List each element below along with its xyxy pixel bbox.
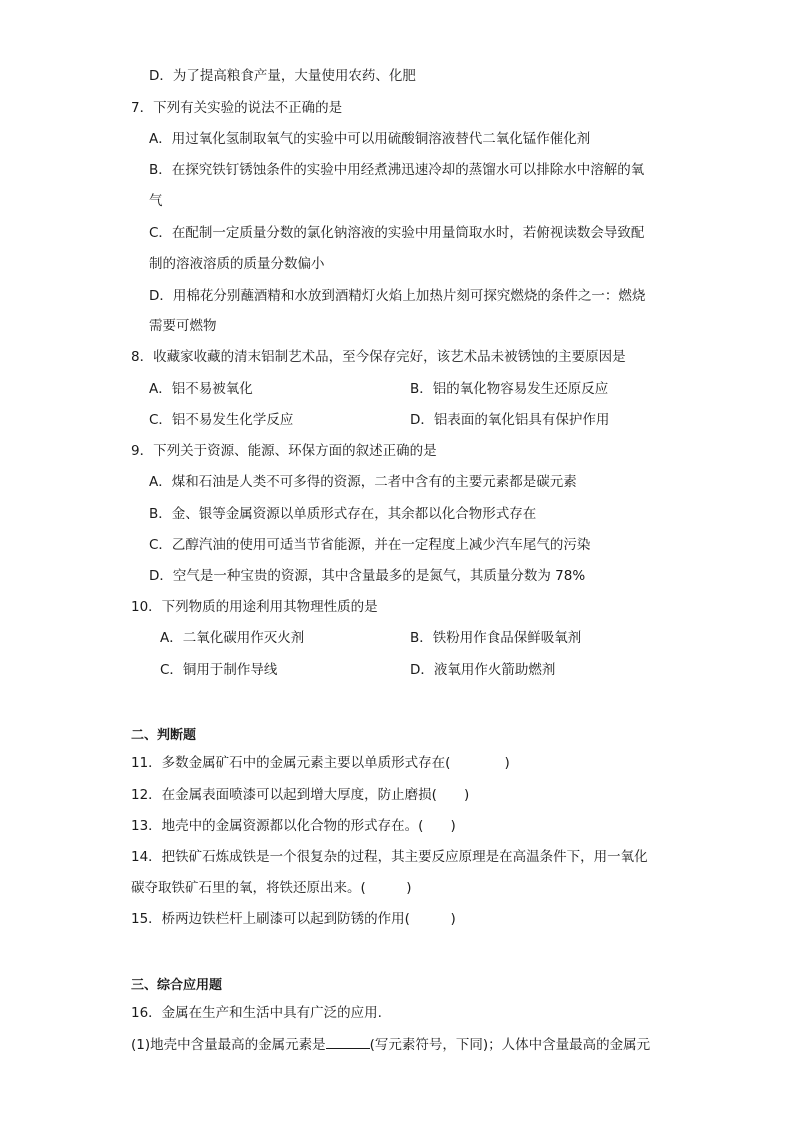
q15: 15．桥两边铁栏杆上刷漆可以起到防锈的作用( ) [131,911,456,927]
q9-option-b: B．金、银等金属资源以单质形式存在，其余都以化合物形式存在 [149,506,537,522]
q8-option-d: D．铝表面的氧化铝具有保护作用 [410,412,610,428]
section-3-title: 三、综合应用题 [131,978,223,993]
q14-line1: 14．把铁矿石炼成铁是一个很复杂的过程，其主要反应原理是在高温条件下，用一氧化 [131,849,648,865]
q12: 12．在金属表面喷漆可以起到增大厚度，防止磨损( ) [131,787,470,803]
q13: 13．地壳中的金属资源都以化合物的形式存在。( ) [131,818,456,834]
q6-option-d: D．为了提高粮食产量，大量使用农药、化肥 [149,68,416,84]
q9-stem: 9．下列关于资源、能源、环保方面的叙述正确的是 [131,443,437,459]
q10-option-b: B．铁粉用作食品保鲜吸氧剂 [410,630,582,646]
answer-blank[interactable] [326,1034,370,1049]
q9-option-c: C．乙醇汽油的使用可适当节省能源，并在一定程度上减少汽车尾气的污染 [149,537,591,553]
q7-option-b-line1: B．在探究铁钉锈蚀条件的实验中用经煮沸迅速冷却的蒸馏水可以排除水中溶解的氧 [149,162,645,178]
q8-option-c: C．铝不易发生化学反应 [149,412,294,428]
q11: 11．多数金属矿石中的金属元素主要以单质形式存在( ) [131,755,510,771]
q10-option-d: D．液氧用作火箭助燃剂 [410,662,556,678]
q9-option-a: A．煤和石油是人类不可多得的资源，二者中含有的主要元素都是碳元素 [149,474,577,490]
q7-stem: 7．下列有关实验的说法不正确的是 [131,100,343,116]
q16-stem: 16．金属在生产和生活中具有广泛的应用. [131,1005,382,1021]
q7-option-c-line2: 制的溶液溶质的质量分数偏小 [149,256,325,272]
q14-line2: 碳夺取铁矿石里的氧，将铁还原出来。( ) [131,880,412,896]
q7-option-c-line1: C．在配制一定质量分数的氯化钠溶液的实验中用量筒取水时，若俯视读数会导致配 [149,225,645,241]
q8-option-a: A．铝不易被氧化 [149,381,253,397]
q7-option-a: A．用过氧化氢制取氧气的实验中可以用硫酸铜溶液替代二氧化锰作催化剂 [149,131,591,147]
q8-option-b: B．铝的氧化物容易发生还原反应 [410,381,609,397]
q7-option-b-line2: 气 [149,193,163,209]
q16-part1 [131,1034,650,1055]
q8-stem: 8．收藏家收藏的清末铝制艺术品，至今保存完好，该艺术品未被锈蚀的主要原因是 [131,349,626,365]
q16-part1-prefix: (1)地壳中含量最高的金属元素是 [131,1037,326,1053]
q9-option-d: D．空气是一种宝贵的资源，其中含量最多的是氮气，其质量分数为 78% [149,568,586,584]
q7-option-d-line2: 需要可燃物 [149,318,217,334]
q10-stem: 10．下列物质的用途利用其物理性质的是 [131,599,378,615]
q10-option-c: C．铜用于制作导线 [160,662,278,678]
section-2-title: 二、判断题 [131,728,197,743]
q16-part1-suffix: (写元素符号，下同)；人体中含量最高的金属元 [369,1037,651,1053]
q7-option-d-line1: D．用棉花分别蘸酒精和水放到酒精灯火焰上加热片刻可探究燃烧的条件之一：燃烧 [149,288,646,304]
q10-option-a: A．二氧化碳用作灭火剂 [160,630,305,646]
